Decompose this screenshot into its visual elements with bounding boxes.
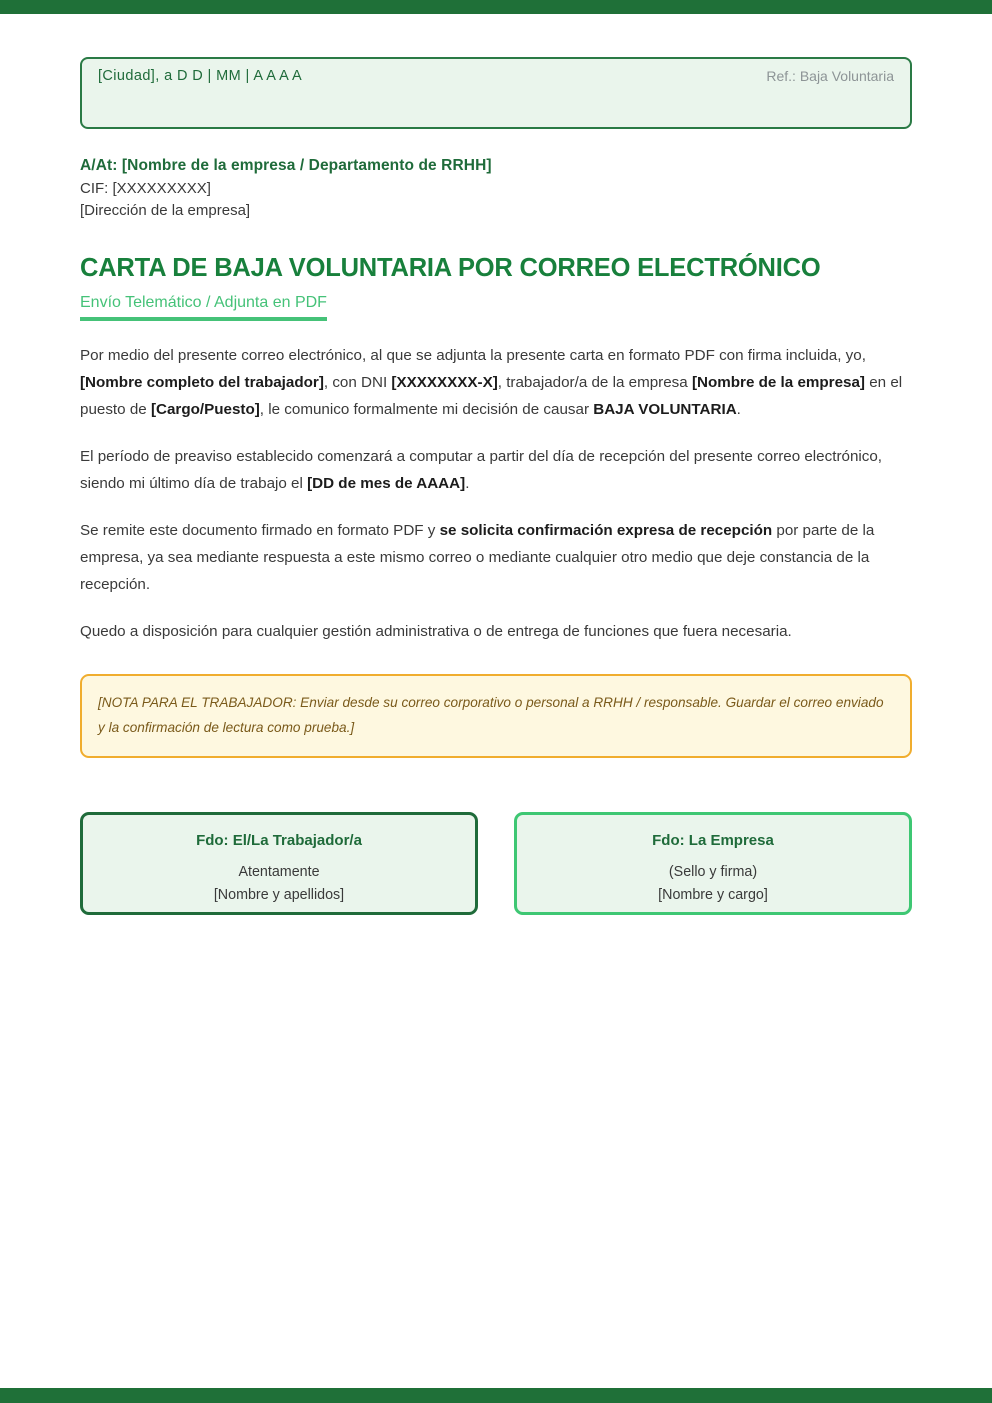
p4-text-1: Quedo a disposición para cualquier gestión administrativa o de entrega de funciones que fuera necesaria. — [80, 623, 792, 641]
title-block — [80, 254, 940, 321]
signature-company-line-1: (Sello y firma) — [668, 863, 758, 880]
p1-text-1: Por medio del presente correo electrónico, al que se adjunta la presente carta en formato PDF con firma incluida, yo, — [80, 346, 866, 364]
signature-box-worker — [80, 812, 478, 915]
addressee-cif-line: CIF: [XXXXXXXXX] — [80, 179, 211, 197]
p2-bold-last-day: [DD de mes de AAAA] — [307, 475, 466, 492]
addressee-address-line: [Dirección de la empresa] — [80, 202, 251, 220]
paragraph-4 — [80, 618, 912, 645]
p1-bold-position: [Cargo/Puesto] — [150, 400, 260, 418]
p3-text-1: Se remite este documento firmado en formato PDF y — [80, 522, 440, 540]
p1-bold-dni: [XXXXXXXX-X] — [391, 373, 498, 391]
addressee-company-line: A/At: [Nombre de la empresa / Departamento de RRHH] — [80, 157, 492, 174]
signature-company-title: Fdo: La Empresa — [652, 831, 774, 849]
paragraph-1 — [80, 342, 912, 423]
signature-company-line-2: [Nombre y cargo] — [658, 886, 768, 903]
p1-text-2: , con DNI — [323, 373, 392, 391]
p1-bold-baja-voluntaria: BAJA VOLUNTARIA — [593, 400, 737, 418]
signature-worker-line-2: [Nombre y apellidos] — [213, 886, 345, 903]
date-reference-box — [80, 57, 912, 129]
signature-worker-line-1: Atentamente — [238, 863, 320, 880]
p2-text-1: El período de preaviso establecido comenzará a computar a partir del día de recepción del presente correo electrónico, siendo mi último día de trabajo el — [80, 447, 883, 492]
addressee-block — [80, 155, 940, 222]
paragraph-2 — [80, 443, 912, 497]
document-title: CARTA DE BAJA VOLUNTARIA POR CORREO ELECTRÓNICO — [80, 254, 821, 283]
signature-box-company — [514, 812, 912, 915]
signature-worker-title: Fdo: El/La Trabajador/a — [196, 831, 362, 849]
signature-row — [80, 812, 912, 915]
p3-bold-confirmation: se solicita confirmación expresa de recepción — [439, 522, 773, 540]
p2-text-2: . — [465, 475, 470, 492]
page-bottom-band — [0, 1388, 992, 1403]
paragraph-3 — [80, 517, 912, 598]
worker-note-box — [80, 674, 912, 757]
p1-text-5: , le comunico formalmente mi decisión de causar — [259, 400, 594, 418]
date-line: [Ciudad], a D D | MM | A A A A — [98, 68, 303, 84]
p3-text-2: por parte de la empresa, ya sea mediante respuesta a este mismo correo o mediante cualquier otro medio que deje constancia de la recepción. — [80, 522, 875, 594]
p1-text-3: , trabajador/a de la empresa — [497, 373, 692, 391]
p1-bold-worker-name: [Nombre completo del trabajador] — [80, 373, 324, 391]
p1-text-6: . — [736, 400, 741, 418]
reference-label: Ref.: Baja Voluntaria — [766, 68, 894, 84]
worker-note-text: [NOTA PARA EL TRABAJADOR: Enviar desde su correo corporativo o personal a RRHH / responsable. Guardar el correo enviado y la confirmación de lectura como prueba.] — [98, 695, 884, 736]
p1-text-4: en el puesto de — [80, 373, 903, 418]
p1-bold-company: [Nombre de la empresa] — [691, 373, 865, 391]
document-subtitle: Envío Telemático / Adjunta en PDF — [80, 293, 327, 321]
document-sheet — [0, 14, 992, 1388]
page-top-band — [0, 0, 992, 14]
body-block — [80, 342, 912, 645]
